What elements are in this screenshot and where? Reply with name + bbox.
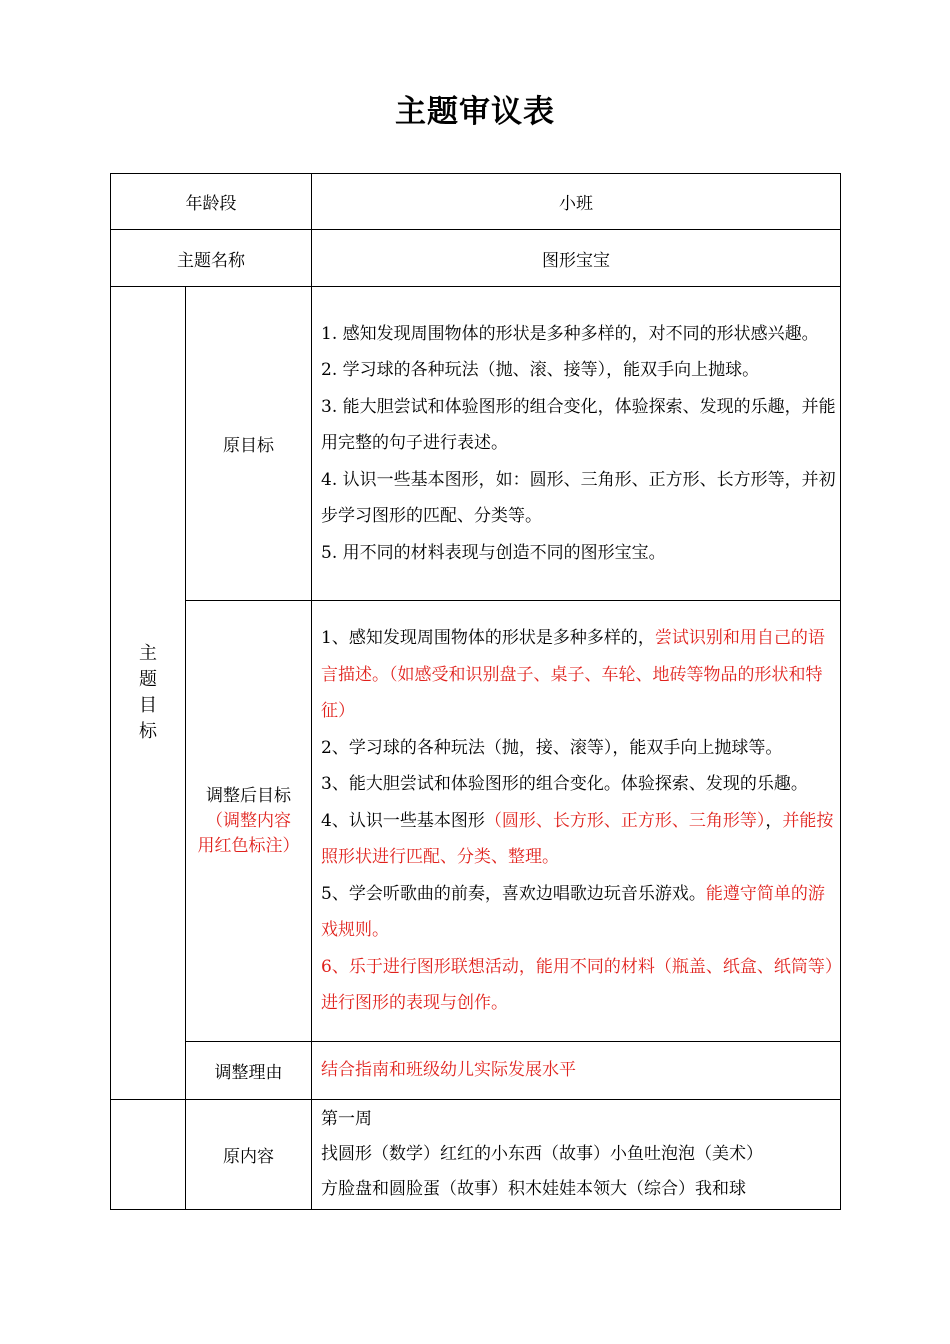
theme-name-row: [111, 230, 841, 287]
goal-change-text: 能遵守简单的游戏规则。: [321, 883, 825, 941]
adjusted-goal-item: 2、学习球的各种玩法（抛，接、滚等），能双手向上抛球等。: [321, 737, 783, 758]
goal-item: 4. 认识一些基本图形，如：圆形、三角形、正方形、长方形等，并初步学习图形的匹配、分类等。: [321, 469, 836, 527]
original-content-row: [111, 1100, 841, 1210]
goal-item: 1. 感知发现周围物体的形状是多种多样的，对不同的形状感兴趣。: [321, 323, 819, 344]
reason-value: 结合指南和班级幼儿实际发展水平: [312, 1042, 841, 1100]
theme-goals-group-label: [111, 287, 186, 1100]
original-goals-label: 原目标: [186, 287, 312, 601]
adjusted-goals-label: [186, 601, 312, 1042]
goal-text: 1、感知发现周围物体的形状是多种多样的，: [321, 628, 655, 649]
theme-name-label: 主题名称: [111, 230, 312, 287]
content-line: 方脸盘和圆脸蛋（故事）积木娃娃本领大（综合）我和球: [321, 1179, 746, 1199]
original-goals-row: [111, 287, 841, 601]
group-label-char: 主: [139, 643, 157, 664]
page-title: 主题审议表: [395, 94, 555, 130]
adjusted-label-note: 用红色标注）: [197, 835, 300, 856]
content-line: 找圆形（数学）红红的小东西（故事）小鱼吐泡泡（美术）: [321, 1144, 763, 1164]
content-group-label: [111, 1100, 186, 1210]
reason-label: 调整理由: [186, 1042, 312, 1100]
goal-text: ，: [765, 810, 783, 831]
group-label-char: 题: [139, 669, 157, 690]
adjusted-goal-item: [321, 876, 840, 949]
adjusted-goal-item: [321, 803, 840, 876]
age-label: 年龄段: [111, 174, 312, 230]
goal-change-text: （圆形、长方形、正方形、三角形等）: [484, 810, 766, 831]
goal-item: 2. 学习球的各种玩法（抛、滚、接等），能双手向上抛球。: [321, 360, 760, 381]
goal-text: 4、认识一些基本图形: [321, 810, 485, 831]
original-goals-content: [312, 287, 841, 601]
adjusted-goals-content: [312, 601, 841, 1042]
age-row: [111, 174, 841, 230]
adjusted-label-line: 调整后目标: [206, 785, 291, 806]
reason-row: [111, 1042, 841, 1100]
goal-text: 5、学会听歌曲的前奏，喜欢边唱歌边玩音乐游戏。: [321, 883, 706, 904]
goal-change-text: 并能按照形状进行匹配、分类、整理。: [321, 810, 834, 868]
adjusted-goals-row: [111, 601, 841, 1042]
original-content-text: [312, 1100, 841, 1210]
group-label-char: 目: [139, 695, 157, 716]
theme-name-value: 图形宝宝: [312, 230, 841, 287]
content-line: 第一周: [321, 1109, 372, 1129]
adjusted-goal-item: [321, 620, 840, 730]
original-content-label: 原内容: [186, 1100, 312, 1210]
age-value: 小班: [312, 174, 841, 230]
group-label-char: 标: [139, 721, 157, 742]
goal-item: 5. 用不同的材料表现与创造不同的图形宝宝。: [321, 542, 666, 563]
goal-item: 3. 能大胆尝试和体验图形的组合变化，体验探索、发现的乐趣，并能用完整的句子进行表述。: [321, 396, 836, 454]
goal-change-text: 尝试识别和用自己的语言描述。（如感受和识别盘子、桌子、车轮、地砖等物品的形状和特征）: [321, 628, 825, 722]
adjusted-goal-item: 6、乐于进行图形联想活动，能用不同的材料（瓶盖、纸盒、纸筒等）进行图形的表现与创作。: [321, 956, 834, 1014]
review-table: [110, 173, 841, 1210]
adjusted-goal-item: 3、能大胆尝试和体验图形的组合变化。体验探索、发现的乐趣。: [321, 774, 808, 795]
adjusted-label-note: （调整内容: [206, 810, 291, 831]
